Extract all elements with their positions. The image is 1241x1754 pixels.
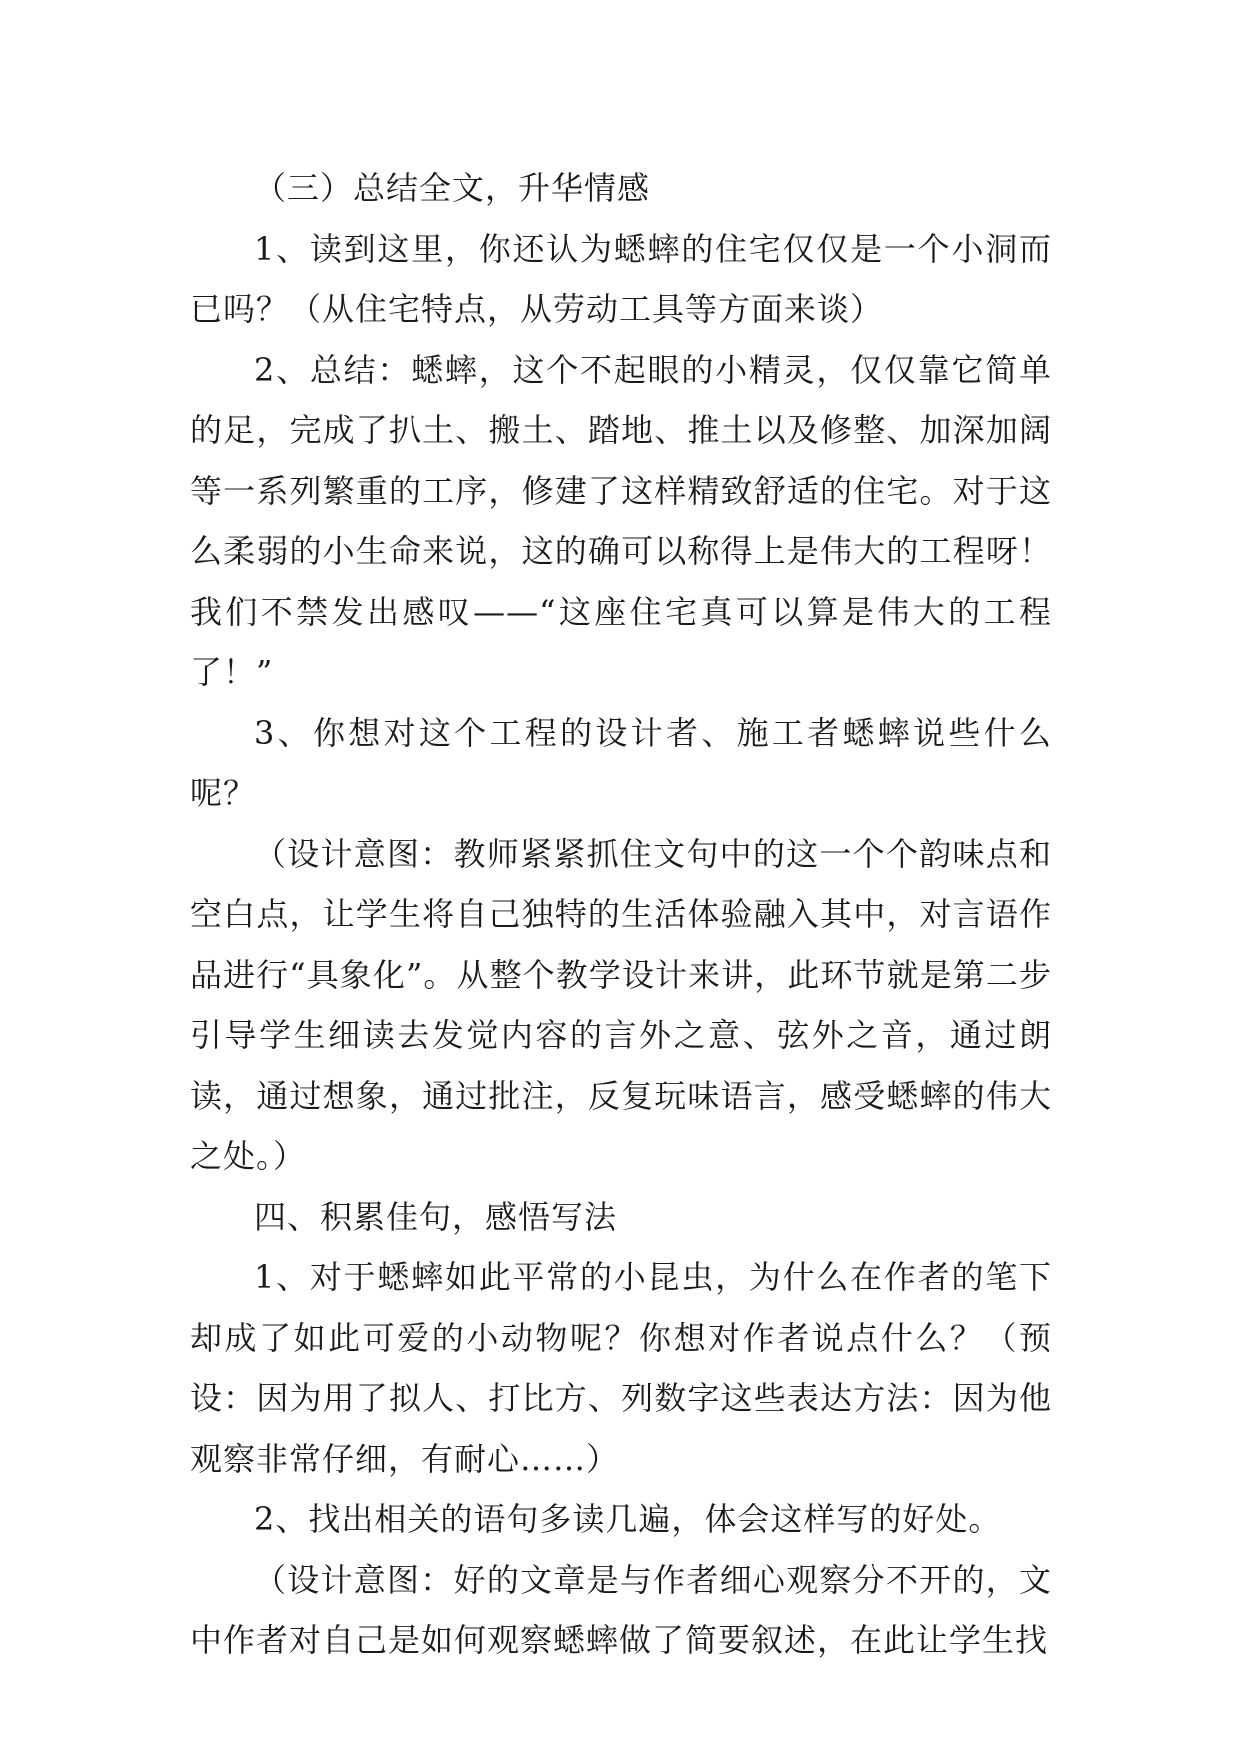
- paragraph-design-intent-1: （设计意图：教师紧紧抓住文句中的这一个个韵味点和空白点，让学生将自己独特的生活体验融入其中，对言语作品进行“具象化”。从整个教学设计来讲，此环节就是第二步引导学生细读去发觉内容的言外之意、弦外之音，通过朗读，通过想象，通过批注，反复玩味语言，感受蟋蟀的伟大之处。）: [190, 834, 1052, 1175]
- paragraph-question-1: 1、读到这里，你还认为蟋蟀的住宅仅仅是一个小洞而已吗？（从住宅特点，从劳动工具等方面来谈）: [190, 229, 1052, 328]
- paragraph-summary-2: 2、总结：蟋蟀，这个不起眼的小精灵，仅仅靠它简单的足，完成了扒土、搬土、踏地、推土以及修整、加深加阔等一系列繁重的工序，修建了这样精致舒适的住宅。对于这么柔弱的小生命来说，这的确可以称得上是伟大的工程呀！我们不禁发出感叹——“这座住宅真可以算是伟大的工程了！”: [190, 350, 1052, 691]
- paragraph-question-4: 1、对于蟋蟀如此平常的小昆虫，为什么在作者的笔下却成了如此可爱的小动物呢？你想对作者说点什么？（预设：因为用了拟人、打比方、列数字这些表达方法：因为他观察非常仔细，有耐心……）: [190, 1258, 1052, 1478]
- section-heading-accumulate: 四、积累佳句，感悟写法: [254, 1197, 618, 1236]
- paragraph-design-intent-2: （设计意图：好的文章是与作者细心观察分不开的，文中作者对自己是如何观察蟋蟀做了简要叙述，在此让学生找: [190, 1560, 1052, 1659]
- paragraph-task-5: 2、找出相关的语句多读几遍，体会这样写的好处。: [254, 1500, 1002, 1538]
- document-page: [190, 158, 1052, 1671]
- paragraph-question-3: 3、你想对这个工程的设计者、施工者蟋蟀说些什么呢？: [190, 713, 1052, 812]
- section-heading-summary: （三）总结全文，升华情感: [254, 169, 651, 207]
